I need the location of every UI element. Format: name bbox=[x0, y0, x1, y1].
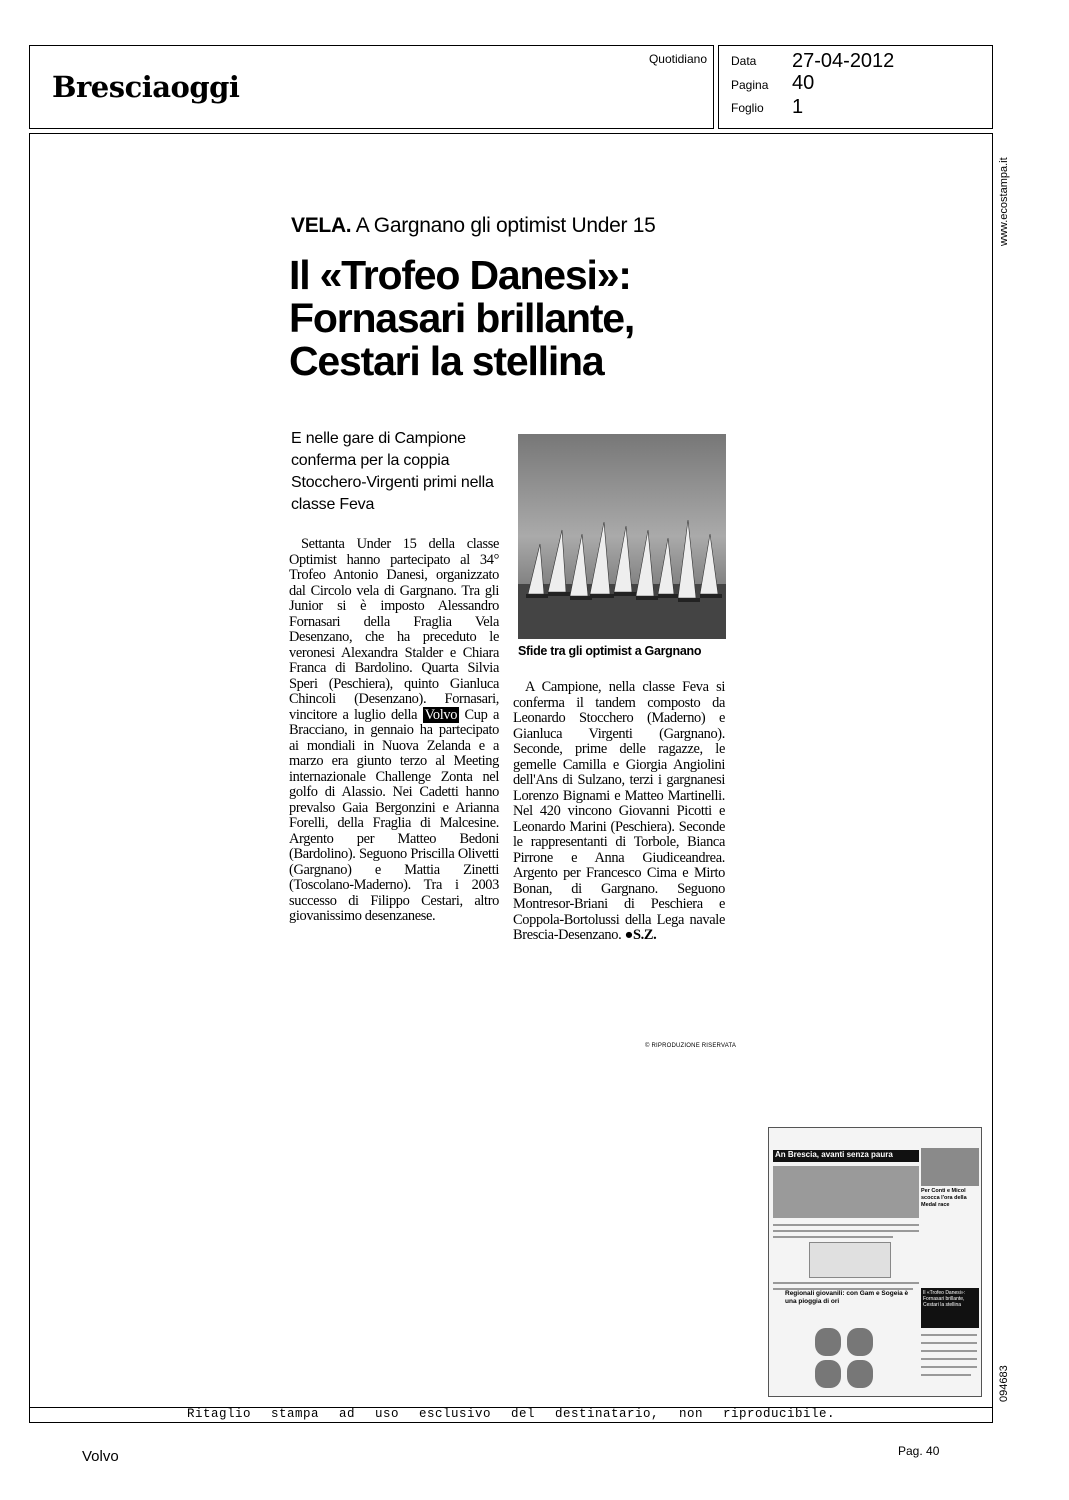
publication-type: Quotidiano bbox=[648, 52, 707, 66]
meta-date-value: 27-04-2012 bbox=[792, 50, 895, 72]
body-column-2 bbox=[513, 680, 725, 944]
thumb-portrait-2 bbox=[847, 1328, 873, 1356]
side-code: 094683 bbox=[998, 1365, 1010, 1402]
photo-caption: Sfide tra gli optimist a Gargnano bbox=[518, 644, 702, 658]
paragraph-1 bbox=[289, 537, 499, 925]
headline: Il «Trofeo Danesi»: Fornasari brillante, Cestari la stellina bbox=[289, 252, 635, 384]
meta-sheet-value: 1 bbox=[792, 96, 804, 118]
thumb-top-photo bbox=[773, 1166, 919, 1218]
thumb-table bbox=[809, 1242, 891, 1278]
paragraph-1-end: Cup a Bracciano, in gennaio ha partecipato ai mondiali in Nuova Zelanda e a marzo era giunto terzo al Meeting internazionale Challenge Zonta nel golfo di Alassio. Nei Cadetti hanno prevalso Gaia Bergonzini e Arianna Forelli, della Fraglia di Malcesine. Argento per Matteo Bedoni (Bardolino). Seguono Priscilla Olivetti (Gargnano) e Mattia Zinetti (Toscolano-Maderno). Tra i 2003 successo di Filippo Cestari, altro giovanissimo desenzanese. bbox=[289, 706, 499, 924]
kicker bbox=[291, 214, 655, 238]
body-column-1 bbox=[289, 537, 499, 925]
author-signature: ●S.Z. bbox=[624, 927, 657, 943]
kicker-text: A Gargnano gli optimist Under 15 bbox=[351, 214, 656, 237]
meta-sheet-label: Foglio bbox=[731, 101, 764, 115]
page-thumbnail bbox=[768, 1127, 982, 1397]
paragraph-2 bbox=[513, 680, 725, 944]
copyright-note: © RIPRODUZIONE RISERVATA bbox=[645, 1043, 737, 1049]
meta-page-label: Pagina bbox=[731, 78, 769, 92]
kicker-section: VELA. bbox=[291, 214, 352, 237]
thumb-portrait-4 bbox=[847, 1360, 873, 1388]
meta-box bbox=[718, 45, 993, 129]
meta-page-value: 40 bbox=[792, 72, 815, 94]
brand-highlight: Volvo bbox=[424, 706, 458, 723]
side-url: www.ecostampa.it bbox=[998, 157, 1010, 246]
disclaimer: Ritaglio stampa ad uso esclusivo del destinatario, non riproducibile. bbox=[186, 1407, 836, 1421]
footer-brand: Volvo bbox=[82, 1448, 119, 1465]
paragraph-2-text: A Campione, nella classe Feva si conferma il tandem composto da Leonardo Stocchero (Maderno) e Gianluca Virgenti (Gargnano). Seconde, prime delle ragazze, le gemelle Camilla e Giorgia Angiolini dell'Ans di Sulzano, terzi i gargnanesi Lorenzo Bignami e Matteo Martinelli. Nel 420 vincono Giovanni Picotti e Leonardo Marini (Peschiera). Seconde le rappresentanti di Torbole, Bianca Pirrone e Anna Giudiceandrea. Argento per Francesco Cima e Mirto Bonan, di Gargnano. Seguono Montresor-Briani di Peschiera e Coppola-Bortolussi della Lega navale Brescia-Desenzano. bbox=[513, 679, 725, 943]
footer-page-number: Pag. 40 bbox=[898, 1444, 940, 1458]
meta-date-label: Data bbox=[731, 54, 757, 68]
article-photo bbox=[518, 434, 726, 639]
thumb-top-title: An Brescia, avanti senza paura bbox=[775, 1150, 893, 1159]
thumb-portrait-3 bbox=[815, 1360, 841, 1388]
masthead: Bresciaoggi bbox=[52, 70, 240, 104]
sailboats-photo bbox=[518, 434, 726, 639]
thumb-portrait-1 bbox=[815, 1328, 841, 1356]
paragraph-1-start: Settanta Under 15 della classe Optimist hanno partecipato al 34° Trofeo Antonio Danesi, organizzato dal Circolo vela di Gargnano. Tra gli Junior si è imposto Alessandro Fornasari della Fraglia Vela Desenzano, che ha preceduto le veronesi Alexandra Stalder e Chiara Franca di Bardolino. Quarta Silvia Speri (Peschiera), quinto Gianluca Chincoli (Desenzano). Fornasari, vincitore a luglio della bbox=[289, 536, 499, 723]
subhead: E nelle gare di Campione conferma per la coppia Stocchero-Virgenti primi nella classe Feva bbox=[291, 430, 494, 513]
thumb-mid-title: Regionali giovanili: con Gam e Sogeia è una pioggia di ori bbox=[785, 1290, 909, 1305]
thumb-side-photo bbox=[921, 1148, 979, 1186]
thumb-side-title: Per Conti e Micol scocca l'ora della Medal race bbox=[921, 1188, 967, 1208]
thumb-article-title: Il «Trofeo Danesi»: Fornasari brillante, Cestari la stellina bbox=[923, 1290, 966, 1308]
